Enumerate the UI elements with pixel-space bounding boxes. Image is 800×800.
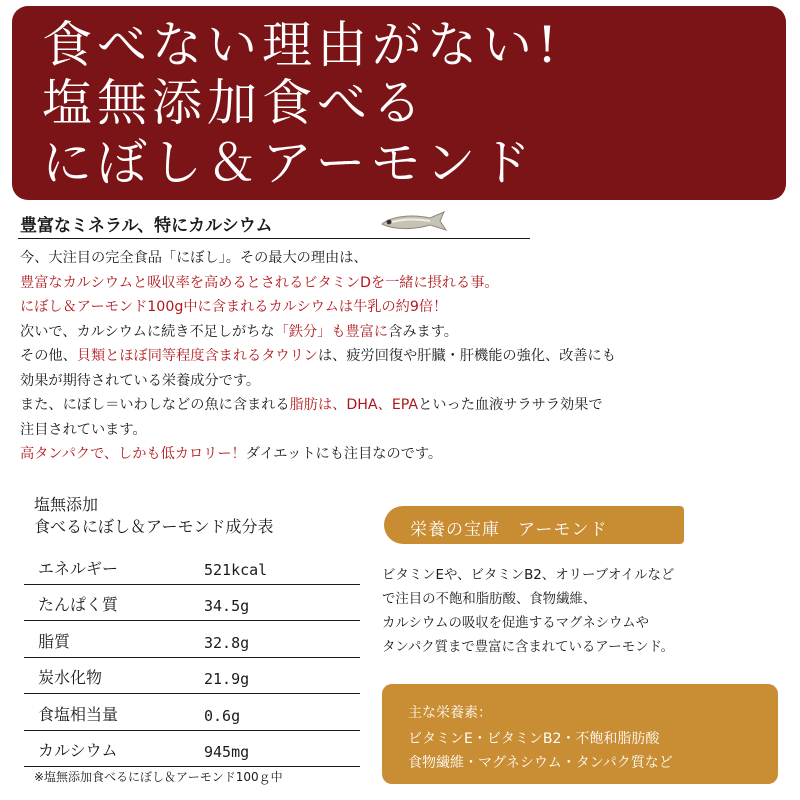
intro-text [20,246,790,467]
nutrition-caption-line-2: 食べるにぼし＆アーモンド成分表 [34,517,274,536]
nutrient-label: たんぱく質 [38,595,119,614]
intro-line: 今、大注目の完全食品「にぼし」。その最大の理由は、 [20,250,368,266]
almond-heading [384,506,684,544]
nutrition-note: ※塩無添加食べるにぼし＆アーモンド100ｇ中 [34,770,283,784]
nutrient-value: 0.6g [204,706,241,725]
intro-line [20,393,790,418]
text-highlight: 貝類とほぼ同等程度含まれるタウリン [76,348,318,364]
nutrition-table [24,548,360,767]
banner-line-1: 食べない理由がない! [42,16,563,74]
nutrient-label: 食塩相当量 [38,704,119,724]
text-segment: は、疲労回復や肝臓・肝機能の強化、改善にも [317,348,616,364]
intro-line-highlight: 豊富なカルシウムと吸収率を高めるとされるビタミンDを一緒に摂れる事。 [20,274,499,291]
almond-line: カルシウムの吸収を促進するマグネシウムや [382,616,650,631]
nutrient-label: カルシウム [38,741,118,760]
nutrient-value: 21.9g [204,670,250,688]
intro-line [20,442,790,467]
nutrient-value: 32.8g [204,633,250,652]
key-nutrients-line: 食物繊維・マグネシウム・タンパク質など [408,755,673,771]
text-highlight: 「鉄分」も豊富に [274,323,389,340]
nutrition-caption-line-1: 塩無添加 [34,495,99,514]
banner-line-3: にぼし＆アーモンド [42,134,536,192]
text-highlight: 脂肪は、DHA、EPA [289,397,419,413]
text-highlight: 高タンパクで、しかも低カロリー！ [20,446,246,462]
table-row [24,585,360,622]
table-row [24,694,360,731]
text-segment: その他、 [20,348,77,364]
intro-line [20,344,790,369]
table-row [24,731,360,768]
nutrient-label: 脂質 [38,631,71,651]
almond-heading-label: 栄養の宝庫 アーモンド [410,520,608,540]
text-segment: 次いで、カルシウムに続き不足しがちな [20,323,275,340]
nutrient-value: 945mg [204,743,250,761]
intro-line-highlight: にぼし＆アーモンド100g中に含まれるカルシウムは牛乳の約9倍！ [20,299,448,315]
section-heading [18,208,530,239]
banner-line-2: 塩無添加食べる [42,74,427,132]
intro-line [20,320,790,345]
key-nutrients-line: ビタミンE・ビタミンB2・不飽和脂肪酸 [408,731,660,747]
nutrient-label: エネルギー [38,558,119,578]
text-segment: 含みます。 [388,323,458,340]
nutrient-value: 521kcal [204,560,268,579]
almond-description [382,564,790,660]
nutrition-caption [34,494,274,538]
title-banner [12,6,786,200]
table-row [24,621,360,658]
text-segment: また、にぼし＝いわしなどの魚に含まれる [20,397,290,413]
key-nutrients-title: 主な栄養素： [408,705,492,721]
text-segment: ダイエットにも注目なのです。 [245,446,443,462]
section-title: 豊富なミネラル、特にカルシウム [20,216,273,236]
almond-line: で注目の不飽和脂肪酸、食物繊維、 [382,592,597,607]
text-segment: といった血液サラサラ効果で [418,397,603,413]
intro-line: 注目されています。 [20,421,147,438]
almond-line: タンパク質まで豊富に含まれているアーモンド。 [382,640,675,655]
nutrient-label: 炭水化物 [38,668,103,687]
table-row [24,658,360,695]
almond-line: ビタミンEや、ビタミンB2、オリーブオイルなど [382,568,675,583]
table-row [24,548,360,585]
key-nutrients-box [382,684,778,784]
nutrient-value: 34.5g [204,597,250,615]
intro-line: 効果が期待されている栄養成分です。 [20,372,261,389]
dried-sardine-icon [378,208,448,236]
